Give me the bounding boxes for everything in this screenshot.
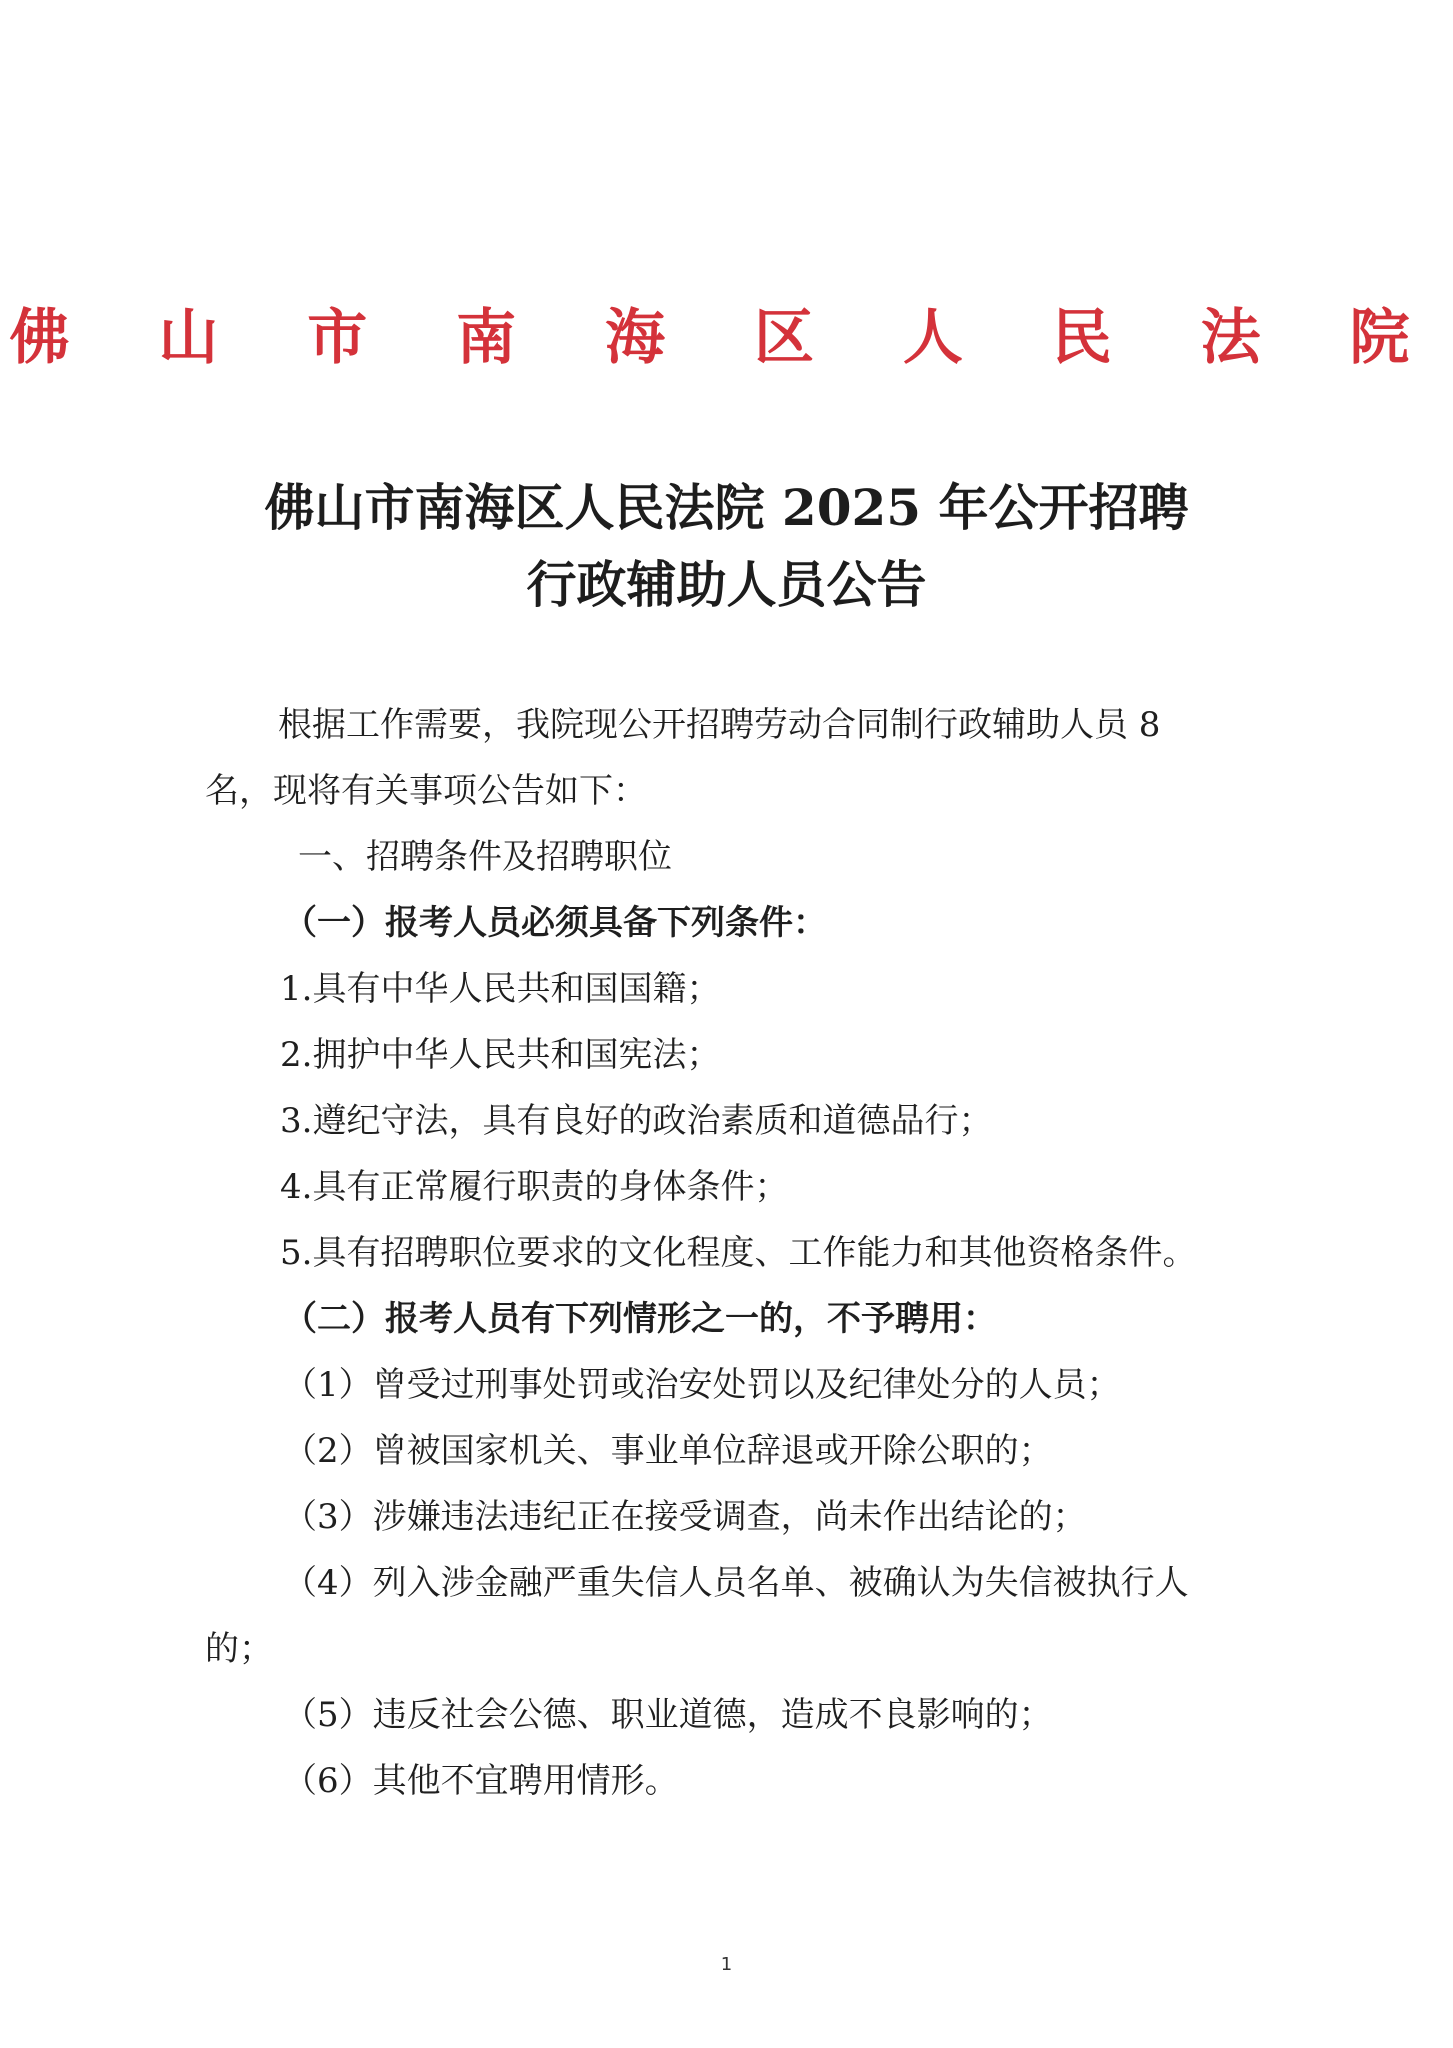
condition-item: 4.具有正常履行职责的身体条件； xyxy=(280,1167,789,1207)
document-title-line-2: 行政辅助人员公告 xyxy=(526,555,927,614)
intro-line-1: 根据工作需要，我院现公开招聘劳动合同制行政辅助人员 8 xyxy=(278,705,1161,745)
section-heading-recruitment-conditions: 一、招聘条件及招聘职位 xyxy=(298,837,672,877)
disqualification-item: （5）违反社会公德、职业道德，造成不良影响的； xyxy=(283,1695,1053,1735)
intro-line-2: 名，现将有关事项公告如下： xyxy=(205,771,647,811)
disqualification-item: （1）曾受过刑事处罚或治安处罚以及纪律处分的人员； xyxy=(283,1365,1121,1405)
document-title-line-1: 佛山市南海区人民法院 2025 年公开招聘 xyxy=(264,478,1189,537)
disqualification-item: （6）其他不宜聘用情形。 xyxy=(283,1761,679,1801)
disqualification-item: （3）涉嫌违法违纪正在接受调查，尚未作出结论的； xyxy=(283,1497,1087,1537)
condition-item: 3.遵纪守法，具有良好的政治素质和道德品行； xyxy=(280,1101,993,1141)
disqualification-item: （2）曾被国家机关、事业单位辞退或开除公职的； xyxy=(283,1431,1053,1471)
condition-item: 5.具有招聘职位要求的文化程度、工作能力和其他资格条件。 xyxy=(280,1233,1197,1273)
subsection-heading-required-conditions: （一）报考人员必须具备下列条件： xyxy=(283,903,827,943)
subsection-heading-disqualifications: （二）报考人员有下列情形之一的，不予聘用： xyxy=(283,1299,997,1339)
page-number: 1 xyxy=(720,1954,733,1975)
disqualification-item-continued: 的； xyxy=(205,1629,273,1669)
condition-item: 2.拥护中华人民共和国宪法； xyxy=(280,1035,721,1075)
disqualification-item: （4）列入涉金融严重失信人员名单、被确认为失信被执行人 xyxy=(283,1563,1189,1603)
condition-item: 1.具有中华人民共和国国籍； xyxy=(280,969,721,1009)
letterhead-org-name: 佛 山 市 南 海 区 人 民 法 院 xyxy=(9,303,1444,373)
